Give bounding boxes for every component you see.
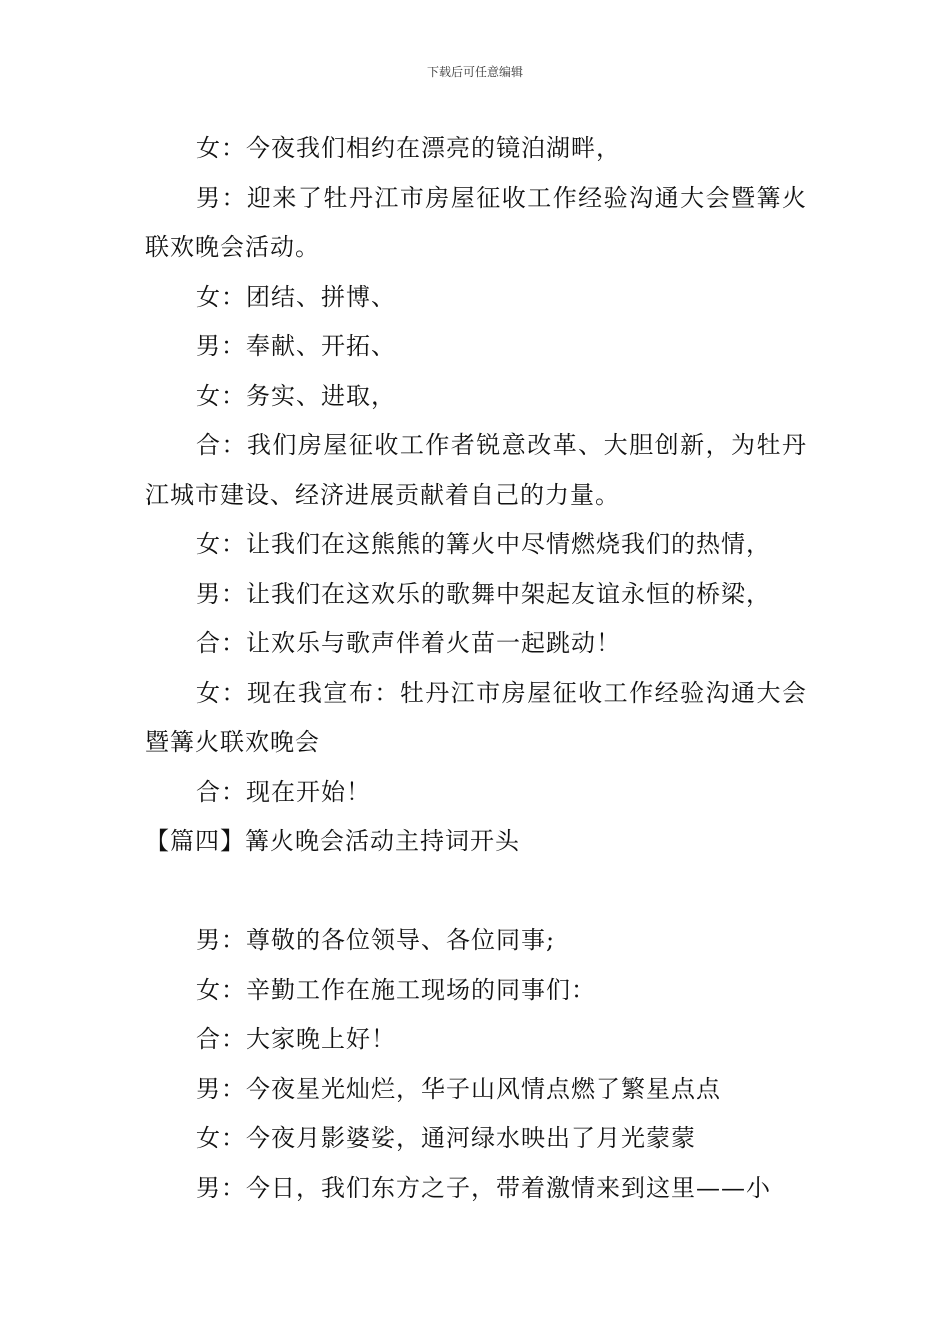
dialogue-line: 男：奉献、开拓、 [196,332,396,360]
dialogue-line: 男：让我们在这欢乐的歌舞中架起友谊永恒的桥梁， [196,579,771,608]
dialogue-line: 男：迎来了牡丹江市房屋征收工作经验沟通大会暨篝火联欢晚会活动。 [145,183,807,261]
section-heading: 【篇四】篝火晚会活动主持词开头 [145,827,520,855]
dialogue-line: 女：今夜我们相约在漂亮的镜泊湖畔， [196,134,621,162]
dialogue-line: 女：团结、拼博、 [196,282,396,311]
dialogue-line: 合：让欢乐与歌声伴着火苗一起跳动！ [196,629,621,657]
page-header: 下载后可任意编辑 [426,65,523,79]
dialogue-line: 女：现在我宣布：牡丹江市房屋征收工作经验沟通大会暨篝火联欢晚会 [145,678,807,756]
dialogue-line: 男：尊敬的各位领导、各位同事; [196,926,556,954]
dialogue-line: 合：我们房屋征收工作者锐意改革、大胆创新，为牡丹江城市建设、经济进展贡献着自己的力量。 [145,431,807,509]
document-body [145,124,807,1213]
dialogue-line: 男：今日，我们东方之子，带着激情来到这里——小 [196,1173,771,1202]
dialogue-line: 合：大家晚上好！ [196,1025,396,1053]
dialogue-line: 女：让我们在这熊熊的篝火中尽情燃烧我们的热情， [196,530,771,558]
dialogue-line: 合：现在开始！ [196,777,371,806]
dialogue-line: 女：务实、进取， [196,381,396,410]
dialogue-line: 女：今夜月影婆娑，通河绿水映出了月光蒙蒙 [196,1124,696,1152]
dialogue-line: 女：辛勤工作在施工现场的同事们： [196,975,596,1004]
dialogue-line: 男：今夜星光灿烂，华子山风情点燃了繁星点点 [196,1074,721,1103]
blank-line [145,867,807,917]
